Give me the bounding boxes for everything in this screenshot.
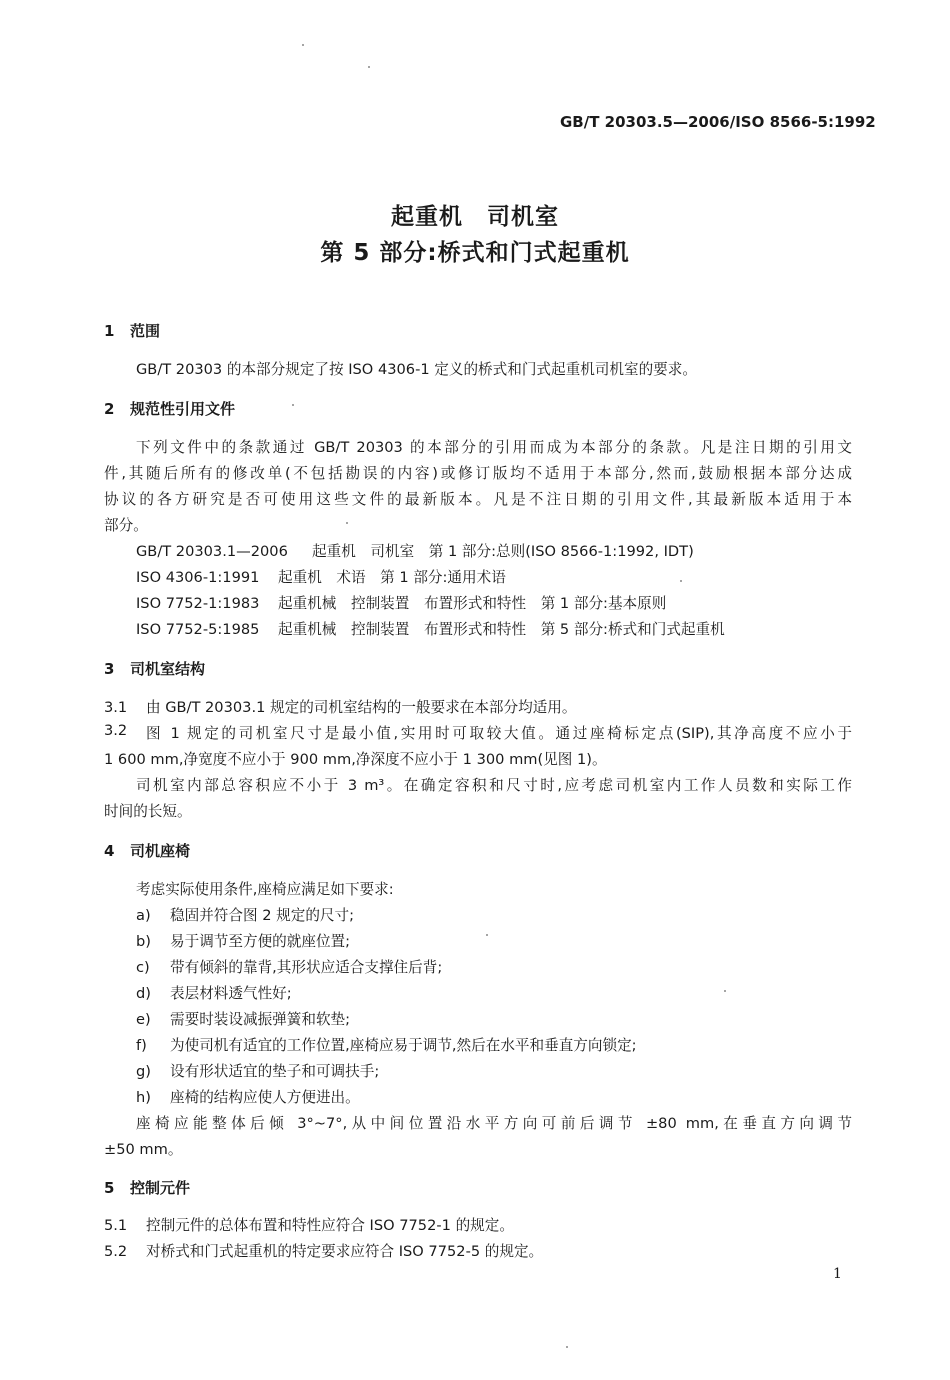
clause-3-2 — [104, 722, 852, 743]
reference-code: ISO 7752-1:1983 — [136, 595, 260, 612]
section-number: 3 — [104, 660, 115, 678]
list-text: 设有形状适宜的垫子和可调扶手; — [170, 1063, 380, 1080]
paragraph-line: ±50 mm。 — [104, 1141, 183, 1158]
clause-text: 图 1 规定的司机室尺寸是最小值,实用时可取较大值。通过座椅标定点(SIP),其净高度不应小于 — [146, 725, 852, 742]
list-item — [136, 956, 442, 977]
reference-item — [136, 592, 666, 613]
scan-speck — [368, 66, 370, 68]
list-text: 稳固并符合图 2 规定的尺寸; — [170, 907, 355, 924]
section-title: 控制元件 — [130, 1179, 191, 1197]
document-title: 起重机 司机室 — [391, 204, 559, 230]
clause-text: 对桥式和门式起重机的特定要求应符合 ISO 7752-5 的规定。 — [146, 1243, 544, 1260]
clause-text: 控制元件的总体布置和特性应符合 ISO 7752-1 的规定。 — [146, 1217, 514, 1234]
section-number: 5 — [104, 1179, 115, 1197]
list-text: 座椅的结构应使人方便进出。 — [170, 1089, 360, 1106]
list-label: e) — [136, 1011, 151, 1028]
list-item — [136, 1034, 637, 1055]
section-number: 1 — [104, 322, 115, 340]
reference-title: 起重机械 控制装置 布置形式和特性 第 5 部分:桥式和门式起重机 — [278, 621, 725, 638]
section-5-heading — [104, 1177, 190, 1198]
section-title: 范围 — [130, 322, 161, 340]
list-text: 为使司机有适宜的工作位置,座椅应易于调节,然后在水平和垂直方向锁定; — [170, 1037, 637, 1054]
reference-item — [136, 566, 506, 587]
section-title: 司机室结构 — [130, 660, 206, 678]
section-1-text: GB/T 20303 的本部分规定了按 ISO 4306-1 定义的桥式和门式起重机司机室的要求。 — [136, 361, 697, 378]
list-item — [136, 930, 350, 951]
clause-3-1 — [104, 696, 576, 717]
list-label: b) — [136, 933, 151, 950]
list-label: d) — [136, 985, 151, 1002]
scan-speck — [486, 934, 488, 936]
document-subtitle: 第 5 部分:桥式和门式起重机 — [320, 240, 630, 266]
page-number: 1 — [833, 1266, 842, 1282]
paragraph-line: 下列文件中的条款通过 GB/T 20303 的本部分的引用而成为本部分的条款。凡是注日期的引用文 — [136, 439, 852, 456]
reference-code: ISO 4306-1:1991 — [136, 569, 260, 586]
scan-speck — [292, 404, 294, 406]
standard-code: GB/T 20303.5—2006/ISO 8566-5:1992 — [560, 113, 876, 131]
reference-item — [136, 618, 725, 639]
list-label: a) — [136, 907, 151, 924]
section-title: 司机座椅 — [130, 842, 191, 860]
list-label: h) — [136, 1089, 151, 1106]
clause-5-2 — [104, 1240, 543, 1261]
clause-number: 3.1 — [104, 699, 128, 716]
clause-number: 5.1 — [104, 1217, 128, 1234]
clause-number: 3.2 — [104, 722, 128, 739]
list-item — [136, 1060, 379, 1081]
clause-number: 5.2 — [104, 1243, 128, 1260]
reference-title: 起重机 司机室 第 1 部分:总则(ISO 8566-1:1992, IDT) — [312, 543, 694, 560]
reference-title: 起重机械 控制装置 布置形式和特性 第 1 部分:基本原则 — [278, 595, 667, 612]
list-item — [136, 1086, 360, 1107]
paragraph-line: 司机室内部总容积应不小于 3 m³。在确定容积和尺寸时,应考虑司机室内工作人员数和实际工作 — [136, 777, 852, 794]
list-text: 表层材料透气性好; — [170, 985, 292, 1002]
reference-item — [136, 540, 694, 561]
list-item — [136, 904, 354, 925]
scan-speck — [724, 990, 726, 992]
section-2-heading — [104, 398, 235, 419]
section-4-intro: 考虑实际使用条件,座椅应满足如下要求: — [136, 881, 394, 898]
list-label: c) — [136, 959, 150, 976]
section-1-heading — [104, 320, 160, 341]
list-text: 带有倾斜的靠背,其形状应适合支撑住后背; — [170, 959, 443, 976]
scan-speck — [346, 522, 348, 524]
scan-speck — [302, 44, 304, 46]
paragraph-line: 部分。 — [104, 517, 148, 534]
clause-text: 由 GB/T 20303.1 规定的司机室结构的一般要求在本部分均适用。 — [146, 699, 577, 716]
scan-speck — [566, 1346, 568, 1348]
paragraph-line: 件,其随后所有的修改单(不包括勘误的内容)或修订版均不适用于本部分,然而,鼓励根据本部分达成 — [104, 465, 852, 482]
scan-speck — [680, 580, 682, 582]
section-number: 4 — [104, 842, 115, 860]
reference-title: 起重机 术语 第 1 部分:通用术语 — [278, 569, 506, 586]
list-label: f) — [136, 1037, 147, 1054]
list-item — [136, 1008, 350, 1029]
list-text: 需要时装设减振弹簧和软垫; — [170, 1011, 351, 1028]
clause-5-1 — [104, 1214, 514, 1235]
list-item — [136, 982, 292, 1003]
paragraph-line: 1 600 mm,净宽度不应小于 900 mm,净深度不应小于 1 300 mm(见图 1)。 — [104, 751, 607, 768]
section-3-heading — [104, 658, 205, 679]
paragraph-line: 座椅应能整体后倾 3°~7°,从中间位置沿水平方向可前后调节 ±80 mm,在垂直方向调节 — [136, 1115, 852, 1132]
paragraph-line: 协议的各方研究是否可使用这些文件的最新版本。凡是不注日期的引用文件,其最新版本适用于本 — [104, 491, 852, 508]
section-number: 2 — [104, 400, 115, 418]
paragraph-line: 时间的长短。 — [104, 803, 192, 820]
reference-code: GB/T 20303.1—2006 — [136, 543, 288, 560]
list-text: 易于调节至方便的就座位置; — [170, 933, 351, 950]
list-label: g) — [136, 1063, 151, 1080]
reference-code: ISO 7752-5:1985 — [136, 621, 260, 638]
section-title: 规范性引用文件 — [130, 400, 236, 418]
section-4-heading — [104, 840, 190, 861]
